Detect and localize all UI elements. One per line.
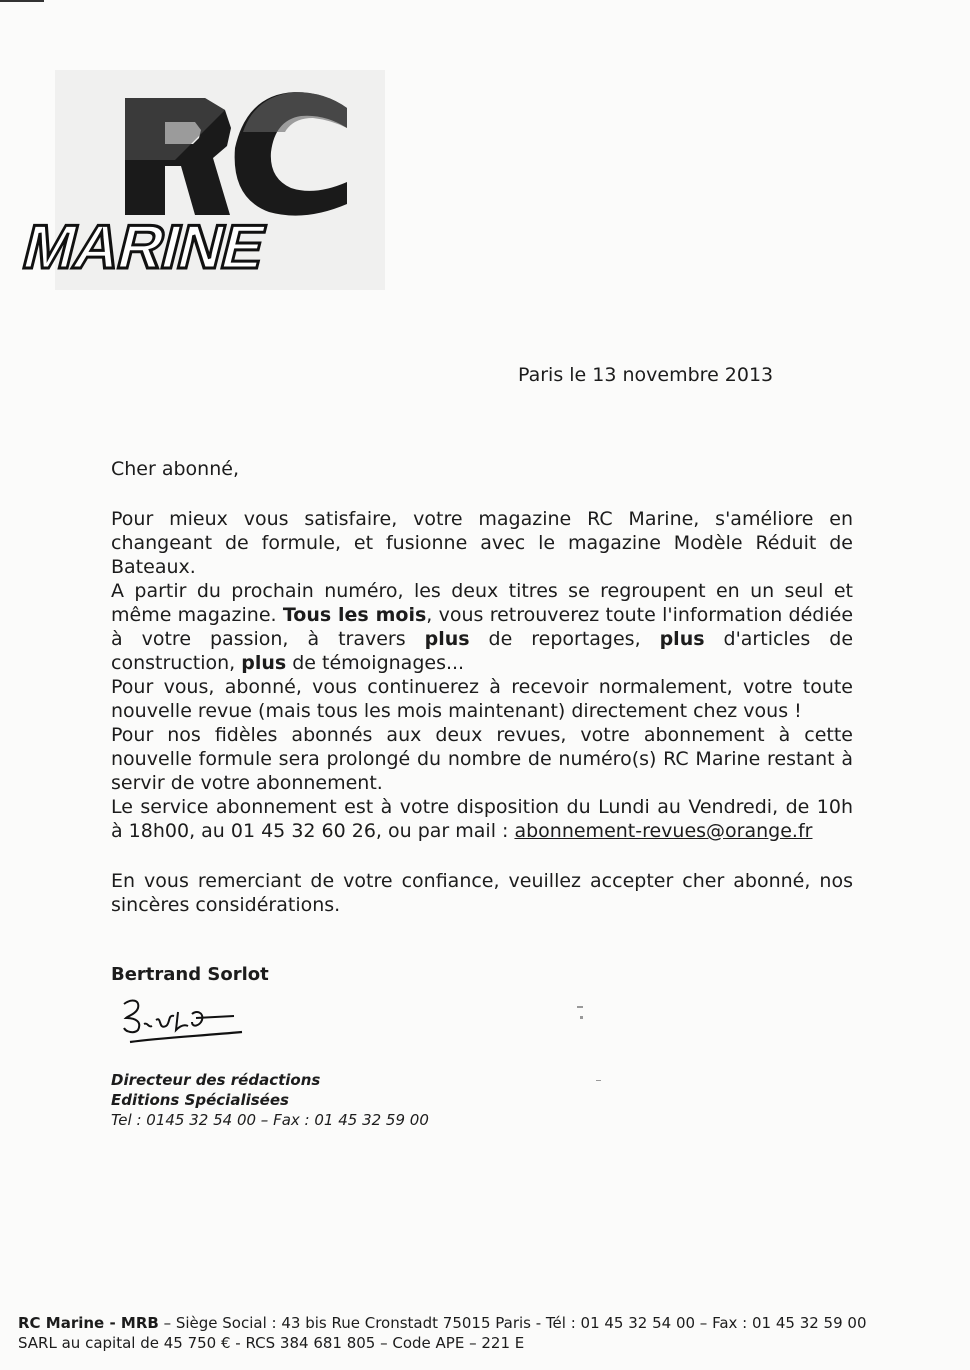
letter-closing: En vous remerciant de votre confiance, veuillez accepter cher abonné, nos sincères considérations. (111, 870, 853, 916)
p2-bold-plus-3: plus (241, 652, 287, 674)
signer-details (111, 1070, 429, 1130)
footer-company: RC Marine - MRB (18, 1314, 159, 1332)
paragraph-service (111, 795, 853, 843)
handwritten-signature (118, 990, 248, 1050)
footer-line-1 (18, 1313, 867, 1333)
paragraph-extension: Pour nos fidèles abonnés aux deux revues, votre abonnement à cette nouvelle formule sera prolongé du nombre de numéro(s) RC Marine restant à servir de votre abonnement. (111, 724, 853, 794)
footer-address: – Siège Social : 43 bis Rue Cronstadt 75015 Paris - Tél : 01 45 32 54 00 – Fax : 01 45 32 59 00 (158, 1314, 867, 1332)
rc-marine-logo (16, 70, 385, 290)
scan-speck (577, 1006, 583, 1008)
service-text: Le service abonnement est à votre disposition du Lundi au Vendredi, de 10h à 18h00, au 01 45 32 60 26, ou par mail : (111, 796, 853, 842)
rc-marine-logo-graphic (16, 70, 385, 290)
letter-greeting: Cher abonné, (111, 458, 239, 480)
letter-footer (18, 1313, 867, 1353)
letter-body (111, 507, 853, 843)
p2-text-3: de reportages, (469, 628, 660, 650)
footer-line-2: SARL au capital de 45 750 € - RCS 384 681 805 – Code APE – 221 E (18, 1334, 525, 1352)
p2-bold-monthly: Tous les mois (282, 604, 427, 626)
paragraph-formula-change: Pour mieux vous satisfaire, votre magazine RC Marine, s'améliore en changeant de formule, et fusionne avec le magazine Modèle Réduit de Bateaux. (111, 508, 853, 578)
scan-speck (596, 1080, 601, 1081)
signer-company: Editions Spécialisées (111, 1091, 289, 1109)
paragraph-subscriber: Pour vous, abonné, vous continuerez à recevoir normalement, votre toute nouvelle revue (mais tous les mois maintenant) directement chez vous ! (111, 676, 853, 722)
signer-contact: Tel : 0145 32 54 00 – Fax : 01 45 32 59 00 (111, 1111, 429, 1129)
signer-title: Directeur des rédactions (111, 1071, 321, 1089)
signer-name: Bertrand Sorlot (111, 964, 269, 985)
p2-text-5: de témoignages... (286, 652, 465, 674)
p2-text-1: A partir du prochain numéro, les deux titres se regroupent en un seul et même magazine. (111, 580, 853, 626)
p2-text-4: d'articles de construction, (111, 628, 854, 674)
p2-bold-plus-2: plus (659, 628, 705, 650)
letter-date: Paris le 13 novembre 2013 (518, 364, 774, 386)
logo-marine-text: MARINE (16, 212, 272, 282)
p2-text-2: , vous retrouverez toute l'information dédiée à votre passion, à travers (111, 604, 854, 650)
scan-speck (580, 1016, 583, 1019)
paragraph-monthly (111, 579, 853, 675)
p2-bold-plus-1: plus (424, 628, 470, 650)
email-link[interactable]: abonnement-revues@orange.fr (514, 820, 813, 842)
scan-edge-mark (0, 0, 44, 2)
